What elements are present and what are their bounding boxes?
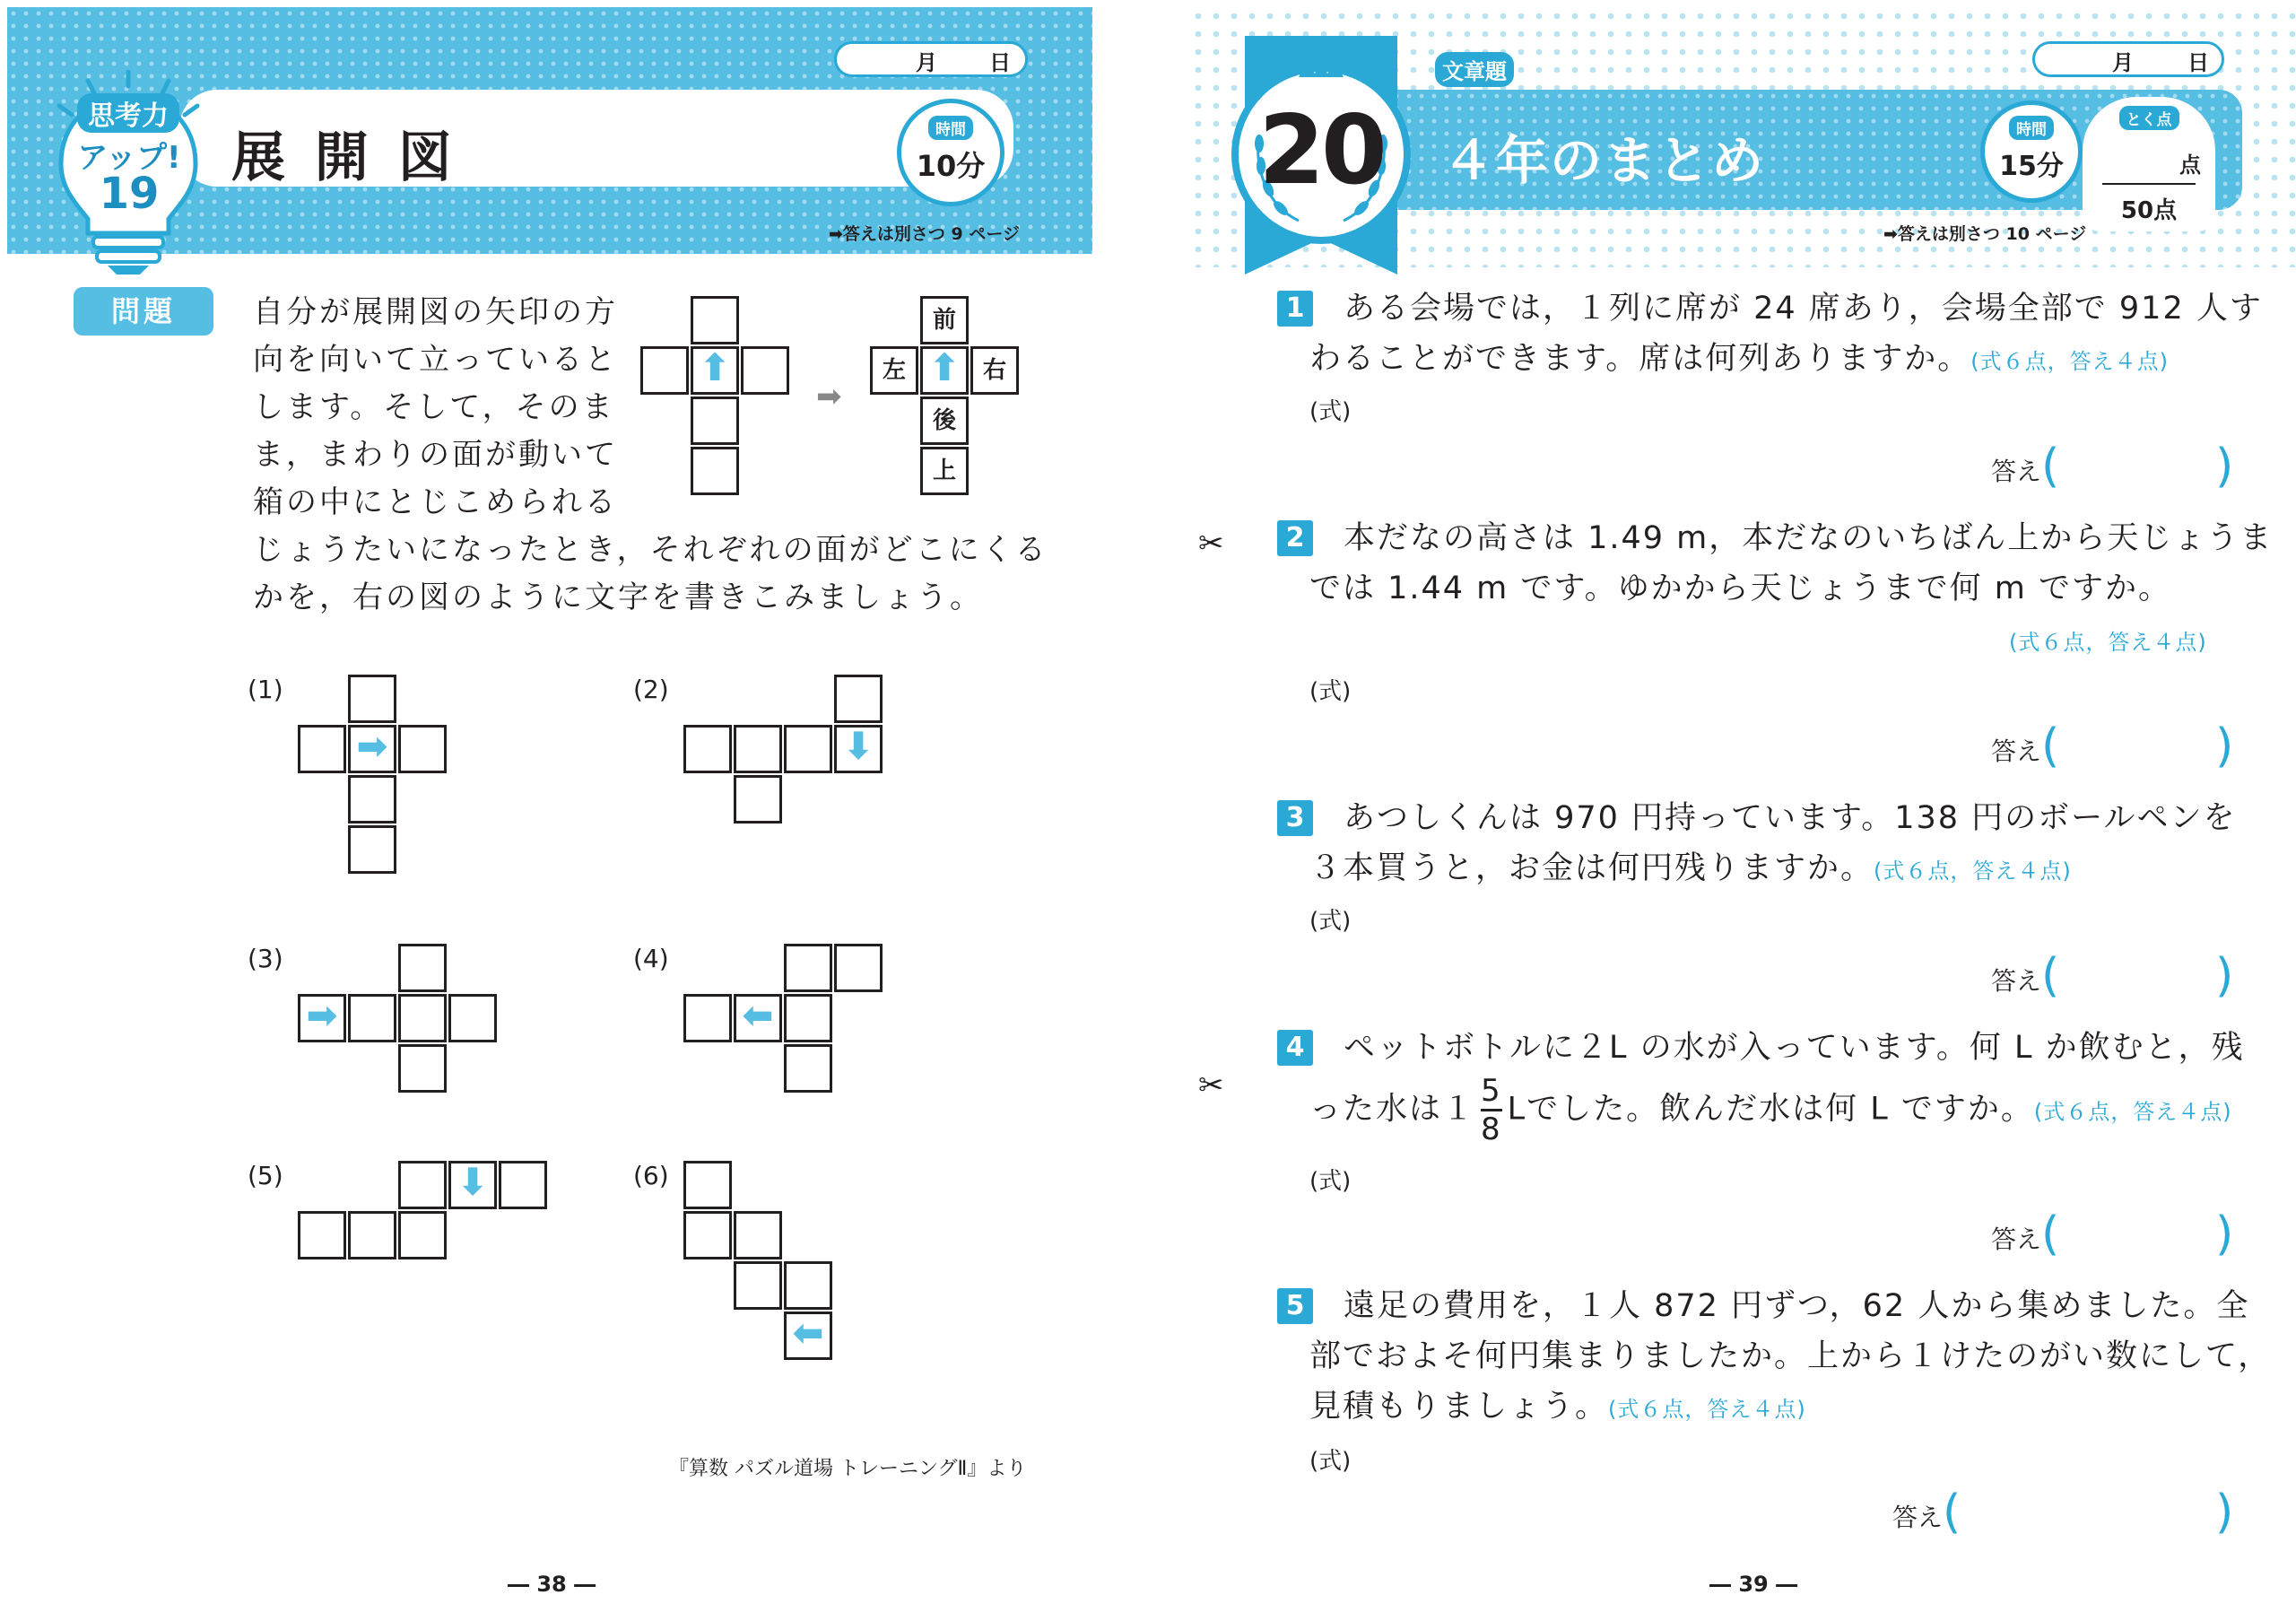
answer-field-3[interactable] [1991, 949, 2260, 1007]
question-5-line-1: 遠足の費用を，１人 872 円ずつ，62 人から集めました。全 [1344, 1288, 2250, 1324]
lesson-number: 20 [1258, 95, 1384, 205]
paren-close: ) [2215, 1486, 2234, 1539]
net-cell[interactable] [348, 675, 396, 723]
paren-close: ) [2215, 440, 2234, 493]
net-cell[interactable] [734, 1261, 782, 1310]
question-number-4: 4 [1277, 1030, 1313, 1066]
source-citation: 『算数 パズル道場 トレーニングⅡ』より [669, 1458, 1027, 1480]
arrow-down-icon: ⬇ [842, 724, 874, 768]
arrow-up-icon: ⬆ [928, 345, 961, 389]
formula-label-3: (式) [1309, 908, 1352, 935]
score-label: とく点 [2119, 106, 2179, 130]
question-number-5: 5 [1277, 1288, 1313, 1324]
formula-label-2: (式) [1309, 678, 1352, 705]
net-cell[interactable] [398, 1211, 447, 1259]
question-1-points: (式６点，答え４点) [1970, 349, 2169, 374]
date-field[interactable] [2032, 41, 2224, 77]
net-cell[interactable] [298, 725, 346, 773]
arrow-left-icon: ⬅ [792, 1311, 824, 1355]
formula-label-5: (式) [1309, 1448, 1352, 1475]
net-cell[interactable] [784, 1261, 832, 1310]
net-cell[interactable] [398, 944, 447, 992]
net-cell[interactable] [398, 1161, 447, 1209]
net-cell[interactable] [683, 1211, 732, 1259]
score-unit: 点 [2179, 153, 2201, 178]
net-cell[interactable] [683, 725, 732, 773]
instruction-line-3: します。そして，そのま [253, 389, 615, 425]
question-number-1: 1 [1277, 291, 1313, 327]
net-cell[interactable] [348, 1211, 396, 1259]
right-page [1148, 0, 2296, 1621]
paren-open: ( [2041, 949, 2060, 1003]
label-left: 左 [870, 346, 918, 395]
paren-open: ( [2041, 440, 2060, 493]
badge-number: 19 [99, 169, 160, 219]
day-label: 日 [989, 50, 1011, 75]
problem-number-1: (1) [248, 675, 283, 704]
page-title: 展 開 図 [231, 126, 457, 189]
month-label: 月 [916, 50, 937, 75]
net-cell[interactable] [734, 775, 782, 824]
scissors-icon: ✂ [1198, 526, 1224, 562]
question-5-line-2: 部でおよそ何円集まりましたか。上から１けたのがい数にして， [1309, 1338, 2272, 1374]
problem-number-5: (5) [248, 1161, 283, 1190]
net-cell[interactable] [784, 1044, 832, 1093]
page-number: ― 39 ― [1709, 1572, 1798, 1597]
paren-open: ( [2041, 1207, 2060, 1261]
answer-label: 答え [1991, 457, 2042, 486]
question-4-line-2: った水は１ $\frac{5}{8}$ Lでした。飲んだ水は何 L ですか。(式６点，答え４点) [1309, 1073, 2232, 1147]
net-cell[interactable] [398, 1044, 447, 1093]
instruction-line-2: 向を向いて立っていると [253, 342, 618, 378]
answer-field-2[interactable] [1991, 719, 2260, 777]
question-5-line-3: 見積もりましょう。(式６点，答え４点) [1309, 1389, 1806, 1425]
question-number-2: 2 [1277, 520, 1313, 556]
net-cell[interactable] [683, 994, 732, 1042]
paren-open: ( [1943, 1486, 1961, 1539]
answer-label: 答え [1991, 736, 2042, 766]
paren-close: ) [2215, 719, 2234, 773]
between-arrow-icon: ➡ [816, 379, 842, 414]
paren-close: ) [2215, 1207, 2234, 1261]
time-circle [897, 99, 1004, 206]
net-cell[interactable] [348, 994, 396, 1042]
label-top: 上 [920, 447, 969, 495]
category-tag: 文章題 [1435, 52, 1514, 87]
instruction-line-5: 箱の中にとじこめられる [253, 484, 618, 520]
question-1-line-2: わることができます。席は何列ありますか。(式６点，答え４点) [1309, 341, 2169, 377]
instruction-line-7: かを，右の図のように文字を書きこみましょう。 [253, 580, 983, 615]
answer-label: 答え [1991, 966, 2042, 996]
instruction-line-4: ま，まわりの面が動いて [253, 437, 618, 473]
net-cell[interactable] [784, 944, 832, 992]
question-number-3: 3 [1277, 800, 1313, 836]
score-box[interactable] [2083, 97, 2215, 231]
instruction-line-6: じょうたいになったとき，それぞれの面がどこにくる [253, 532, 1048, 568]
question-3-line-2: ３本買うと，お金は何円残りますか。(式６点，答え４点) [1309, 850, 2072, 886]
formula-label-4: (式) [1309, 1168, 1352, 1195]
net-cell[interactable] [398, 725, 447, 773]
time-value: 15分 [1999, 151, 2064, 182]
problem-number-3: (3) [248, 944, 283, 973]
label-front: 前 [920, 296, 969, 344]
question-4-points: (式６点，答え４点) [2033, 1099, 2232, 1125]
label-right: 右 [970, 346, 1019, 395]
problem-number-4: (4) [633, 944, 669, 973]
time-value: 10分 [916, 149, 986, 183]
answer-field-4[interactable] [1991, 1207, 2260, 1265]
question-2-points: (式６点，答え４点) [2009, 630, 2207, 655]
net-cell[interactable] [784, 725, 832, 773]
time-label: 時間 [2009, 116, 2054, 140]
net-cell[interactable] [683, 1161, 732, 1209]
badge-line1: 思考力 [77, 93, 179, 133]
answer-reference: ➡答えは別さつ 9 ページ [829, 224, 1020, 244]
formula-label-1: (式) [1309, 398, 1352, 425]
question-5-points: (式６点，答え４点) [1608, 1397, 1806, 1422]
arrow-right-icon: ➡ [306, 993, 338, 1037]
net-cell[interactable] [499, 1161, 547, 1209]
date-field[interactable] [834, 41, 1028, 77]
arrow-up-icon: ⬆ [699, 345, 731, 389]
answer-field-1[interactable] [1991, 440, 2260, 497]
page-title: ４年のまとめ [1442, 130, 1766, 191]
day-label: 日 [2187, 50, 2209, 75]
question-3-points: (式６点，答え４点) [1874, 858, 2072, 884]
paren-close: ) [2215, 949, 2234, 1003]
mixed-fraction: $\frac{5}{8}$ [1481, 1073, 1502, 1147]
answer-reference: ➡答えは別さつ 10 ページ [1883, 224, 2087, 244]
paren-open: ( [2041, 719, 2060, 773]
question-4-line-1: ペットボトルに２L の水が入っています。何 L か飲むと，残 [1344, 1030, 2245, 1066]
problem-number-2: (2) [633, 675, 669, 704]
net-cell[interactable] [734, 1211, 782, 1259]
month-label: 月 [2112, 50, 2134, 75]
net-cell[interactable] [784, 994, 832, 1042]
label-back: 後 [920, 397, 969, 445]
problem-label: 問題 [74, 287, 213, 336]
badge-line2: アップ! [77, 140, 181, 176]
question-1-line-1: ある会場では，１列に席が 24 席あり，会場全部で 912 人す [1344, 291, 2263, 327]
answer-label: 答え [1991, 1224, 2042, 1254]
scissors-icon: ✂ [1198, 1068, 1224, 1103]
score-total: 50点 [2120, 197, 2178, 224]
net-cell[interactable] [348, 775, 396, 824]
question-2-line-1: 本だなの高さは 1.49 m，本だなのいちばん上から天じょうま [1344, 520, 2274, 556]
net-cell[interactable] [448, 994, 497, 1042]
net-cell[interactable] [298, 1211, 346, 1259]
question-3-line-1: あつしくんは 970 円持っています。138 円のボールペンを [1344, 800, 2237, 836]
arrow-left-icon: ⬅ [742, 993, 774, 1037]
page-number: ― 38 ― [508, 1572, 596, 1597]
net-cell[interactable] [834, 944, 883, 992]
answer-field-5[interactable] [1892, 1486, 2260, 1543]
net-cell[interactable] [734, 725, 782, 773]
net-cell[interactable] [398, 994, 447, 1042]
arrow-right-icon: ➡ [356, 724, 388, 768]
question-2-line-2: では 1.44 m です。ゆかから天じょうまで何 m ですか。 [1309, 571, 2171, 606]
net-cell[interactable] [348, 825, 396, 874]
problem-number-6: (6) [633, 1161, 669, 1190]
instruction-line-1: 自分が展開図の矢印の方 [253, 294, 618, 330]
answer-label: 答え [1892, 1503, 1944, 1532]
net-cell[interactable] [834, 675, 883, 723]
time-label: 時間 [928, 116, 973, 140]
arrow-down-icon: ⬇ [457, 1160, 489, 1204]
time-circle [1980, 100, 2083, 203]
